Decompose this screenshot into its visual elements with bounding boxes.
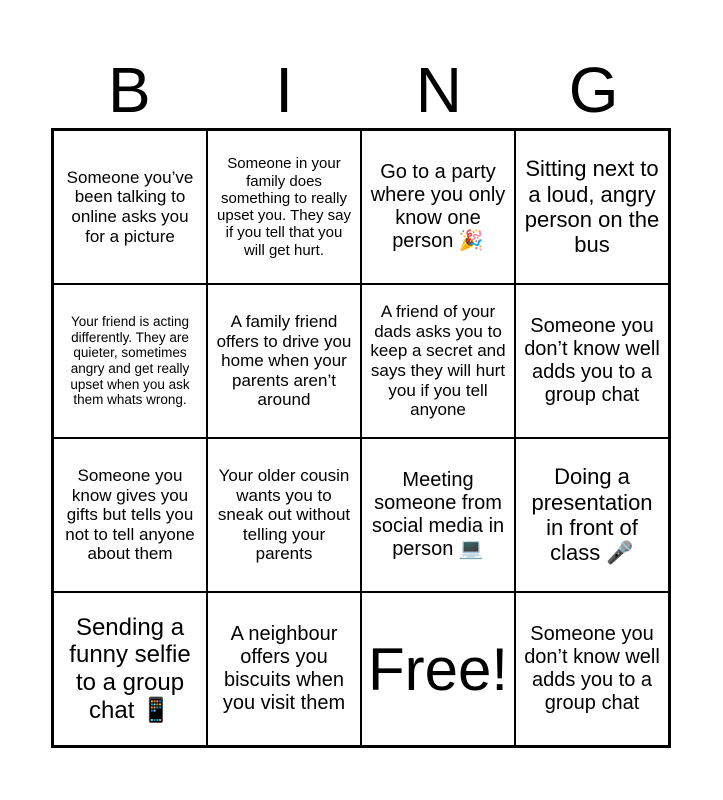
bingo-cell[interactable] [207,592,361,746]
cell-text: Someone you know gives you gifts but tells you not to tell anyone about them [65,466,195,564]
header-letter-g: G [568,54,619,126]
header-letter-i: I [275,54,294,126]
bingo-cell[interactable] [207,284,361,438]
bingo-cell[interactable] [515,592,669,746]
bingo-cell[interactable] [53,438,207,592]
bingo-cell[interactable] [515,284,669,438]
cell-text: A family friend offers to drive you home when your parents aren’t around [216,312,352,410]
bingo-cell[interactable] [361,438,515,592]
cell-text: A neighbour offers you biscuits when you visit them [222,623,346,714]
cell-text: Someone you don’t know well adds you to a group chat [524,315,660,406]
bingo-cell[interactable] [361,284,515,438]
header-letter-b: B [108,54,151,126]
cell-text: Someone you’ve been talking to online asks you for a picture [66,167,194,246]
bingo-cell[interactable] [53,130,207,284]
header-letter-n: N [415,54,462,126]
free-space-cell[interactable] [361,592,515,746]
bingo-card-grid [51,128,671,748]
cell-text: Someone you don’t know well adds you to a group chat [524,623,660,714]
bingo-cell[interactable] [207,438,361,592]
cell-text: Your friend is acting differently. They are quieter, sometimes angry and get really upset when you ask them whats wrong. [70,314,190,408]
bingo-cell[interactable] [361,130,515,284]
bingo-cell[interactable] [53,284,207,438]
cell-text: Your older cousin wants you to sneak out without telling your parents [217,466,351,564]
cell-text: Doing a presentation in front of class 🎤 [531,464,653,566]
bingo-header [52,52,671,128]
bingo-cell[interactable] [515,130,669,284]
free-space-label: Free! [367,635,509,703]
cell-text: A friend of your dads asks you to keep a secret and says they will hurt you if you tell anyone [370,302,506,420]
cell-text: Someone in your family does something to really upset you. They say if you tell that you will get hurt. [217,155,351,259]
cell-text: Sitting next to a loud, angry person on the bus [524,156,660,258]
cell-text: Sending a funny selfie to a group chat 📱 [69,613,191,724]
bingo-cell[interactable] [207,130,361,284]
bingo-cell[interactable] [53,592,207,746]
bingo-cell[interactable] [515,438,669,592]
cell-text: Meeting someone from social media in person 💻 [371,469,505,560]
cell-text: Go to a party where you only know one person 🎉 [370,161,506,252]
